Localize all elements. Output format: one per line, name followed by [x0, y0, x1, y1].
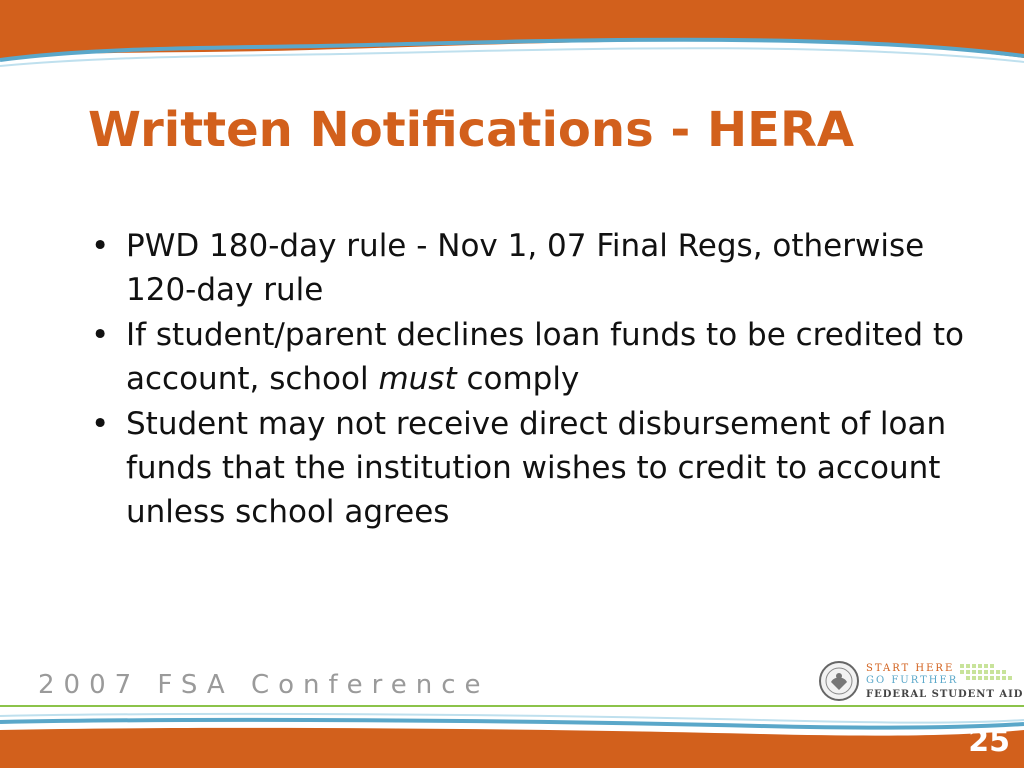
- bullet-item: [88, 402, 998, 534]
- logo-text-start-here: START HERE: [866, 663, 955, 674]
- bullet-text: Student may not receive direct disbursement of loan funds that the institution wishes to credit to account unless school agrees: [126, 406, 947, 530]
- logo-text-go-further: GO FURTHER: [866, 675, 959, 686]
- bullet-text: [126, 317, 964, 397]
- slide-title: Written Notifications - HERA: [88, 102, 855, 158]
- slide-number: 25: [968, 724, 1010, 759]
- bullet-item: [88, 313, 998, 401]
- top-banner: [0, 0, 1024, 80]
- bullet-marker: •: [91, 317, 110, 353]
- bullet-text-part: If student/parent declines loan funds to be credited to account, school: [126, 317, 964, 397]
- conference-label: 2007 FSA Conference: [38, 670, 490, 700]
- bullet-text-part: comply: [456, 361, 580, 397]
- logo-text-federal-student-aid: FEDERAL STUDENT AID: [866, 689, 1024, 700]
- emphasis-word: must: [378, 361, 457, 397]
- bottom-banner: [0, 690, 1024, 768]
- bullet-marker: •: [91, 228, 110, 264]
- logo-dot-pattern: [960, 664, 1016, 686]
- bullet-text: PWD 180-day rule - Nov 1, 07 Final Regs, otherwise 120-day rule: [126, 228, 925, 308]
- bullet-item: [88, 224, 998, 312]
- bullet-list: [88, 224, 998, 535]
- bullet-marker: •: [91, 406, 110, 442]
